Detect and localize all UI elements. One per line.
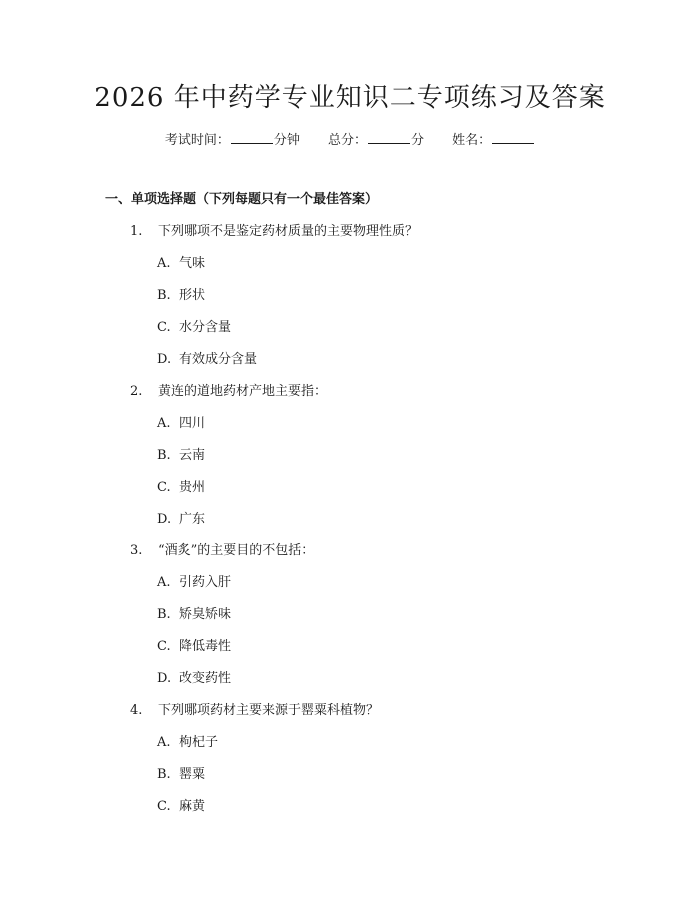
question-text: 下列哪项不是鉴定药材质量的主要物理性质？	[158, 224, 419, 239]
option-letter: C.	[157, 480, 171, 495]
question-text: “酒炙”的主要目的不包括：	[158, 543, 315, 558]
option-3a[interactable]	[157, 572, 231, 594]
option-text: 形状	[179, 288, 206, 303]
option-text: 矫臭矫味	[179, 607, 232, 622]
total-score-field	[328, 130, 424, 151]
option-4a[interactable]	[157, 732, 218, 754]
option-letter: A.	[157, 256, 171, 271]
option-2a[interactable]	[157, 413, 205, 435]
exam-time-label: 考试时间：	[164, 133, 230, 148]
option-text: 降低毒性	[179, 639, 232, 654]
option-letter: A.	[157, 575, 171, 590]
question-1	[130, 221, 418, 243]
option-text: 枸杞子	[179, 735, 219, 750]
option-3d[interactable]	[157, 668, 231, 690]
name-blank[interactable]	[492, 130, 534, 144]
option-text: 贵州	[179, 480, 206, 495]
option-text: 引药入肝	[179, 575, 232, 590]
option-text: 四川	[179, 416, 206, 431]
option-letter: C.	[157, 799, 171, 814]
option-letter: A.	[157, 735, 171, 750]
option-text: 有效成分含量	[179, 352, 258, 367]
option-4b[interactable]	[157, 764, 205, 786]
option-letter: A.	[157, 416, 171, 431]
option-text: 水分含量	[179, 320, 232, 335]
option-letter: C.	[157, 639, 171, 654]
option-letter: D.	[157, 671, 172, 686]
question-number: 4.	[130, 703, 143, 718]
option-letter: C.	[157, 320, 171, 335]
question-number: 1.	[130, 224, 143, 239]
name-label: 姓名：	[452, 133, 492, 148]
option-text: 云南	[179, 448, 206, 463]
exam-time-field	[165, 130, 300, 151]
question-number: 3.	[130, 543, 143, 558]
question-text: 下列哪项药材主要来源于罂粟科植物？	[158, 703, 380, 718]
option-text: 广东	[179, 512, 206, 527]
name-field	[452, 130, 535, 151]
option-text: 改变药性	[179, 671, 232, 686]
option-letter: B.	[157, 767, 171, 782]
option-letter: B.	[157, 448, 171, 463]
question-4	[130, 700, 379, 722]
exam-time-unit: 分钟	[273, 133, 300, 148]
question-3	[130, 540, 314, 562]
option-letter: D.	[157, 352, 172, 367]
option-letter: D.	[157, 512, 172, 527]
exam-time-blank[interactable]	[231, 130, 273, 144]
question-2	[130, 381, 327, 403]
option-2c[interactable]	[157, 477, 205, 499]
page-title: 2026 年中药学专业知识二专项练习及答案	[94, 83, 606, 113]
option-2d[interactable]	[157, 509, 205, 531]
section-heading: 一、单项选择题（下列每题只有一个最佳答案）	[105, 192, 379, 207]
option-1b[interactable]	[157, 285, 205, 307]
option-2b[interactable]	[157, 445, 205, 467]
question-number: 2.	[130, 384, 143, 399]
option-text: 气味	[179, 256, 206, 271]
exam-meta-row	[0, 130, 700, 151]
option-3c[interactable]	[157, 636, 231, 658]
total-score-unit: 分	[411, 133, 425, 148]
total-score-label: 总分：	[327, 133, 367, 148]
option-text: 麻黄	[179, 799, 206, 814]
option-letter: B.	[157, 607, 171, 622]
total-score-blank[interactable]	[368, 130, 410, 144]
option-3b[interactable]	[157, 604, 231, 626]
option-1d[interactable]	[157, 349, 257, 371]
question-text: 黄连的道地药材产地主要指：	[158, 384, 328, 399]
option-text: 罂粟	[179, 767, 206, 782]
option-letter: B.	[157, 288, 171, 303]
option-1c[interactable]	[157, 317, 231, 339]
option-4c[interactable]	[157, 796, 205, 818]
option-1a[interactable]	[157, 253, 205, 275]
